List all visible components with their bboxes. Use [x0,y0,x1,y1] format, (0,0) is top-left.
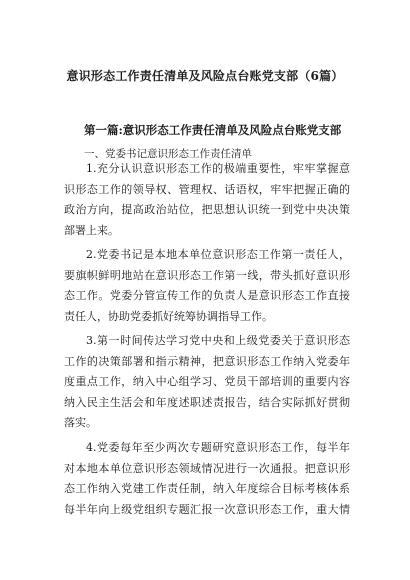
paragraph-line: 每半年向上级党组织专题汇报一次意识形态工作，重大情 [64,502,350,516]
paragraph-line: 2.党委书记是本地本单位意识形态工作第一责任人， [86,248,350,261]
paragraph-line: 态工作纳入党建工作责任制，纳入年度综合目标考核体系 [64,482,350,495]
paragraph-line: 3.第一时间传达学习党中央和上级党委关于意识形态 [86,334,350,347]
paragraph-line: 1.充分认识意识形态工作的极端重要性，牢牢掌握意 [86,162,350,175]
paragraph-line: 识形态工作的领导权、管理权、话语权，牢牢把握正确的 [64,182,350,196]
paragraph-4 [64,438,350,520]
paragraph-line: 要旗帜鲜明地站在意识形态工作第一线，带头抓好意识形 [64,268,350,282]
paragraph-line: 对本地本单位意识形态领域情况进行一次通报。把意识形 [64,461,350,475]
paragraph-line: 工作的决策部署和指示精神，把意识形态工作纳入党委年 [64,354,350,368]
paragraph-line: 落实。 [64,416,97,429]
paragraph-line: 4.党委每年至少两次专题研究意识形态工作，每半年 [86,441,350,454]
paragraph-line: 度重点工作，纳入中心组学习、党员干部培训的重要内容 [64,375,350,388]
paragraph-line: 部署上来。 [64,223,119,237]
paragraph-line: 政治方向，提高政治站位，把思想认识统一到党中央决策 [64,203,350,216]
sub-heading: 一、党委书记意识形态工作责任清单 [84,148,252,160]
paragraph-line: 态工作。党委分管宣传工作的负责人是意识形态工作直接 [64,289,350,302]
paragraph-2 [64,245,350,327]
paragraph-line: 纳入民主生活会和年度述职述责报告，结合实际抓好贯彻 [64,395,350,409]
document-title: 意识形态工作责任清单及风险点台账党支部（6篇） [66,69,344,83]
paragraph-3 [64,331,350,434]
section-heading: 第一篇:意识形态工作责任清单及风险点台账党支部 [84,123,342,137]
paragraph-line: 责任人，协助党委抓好统筹协调指导工作。 [64,309,273,323]
paragraph-1 [64,159,350,241]
